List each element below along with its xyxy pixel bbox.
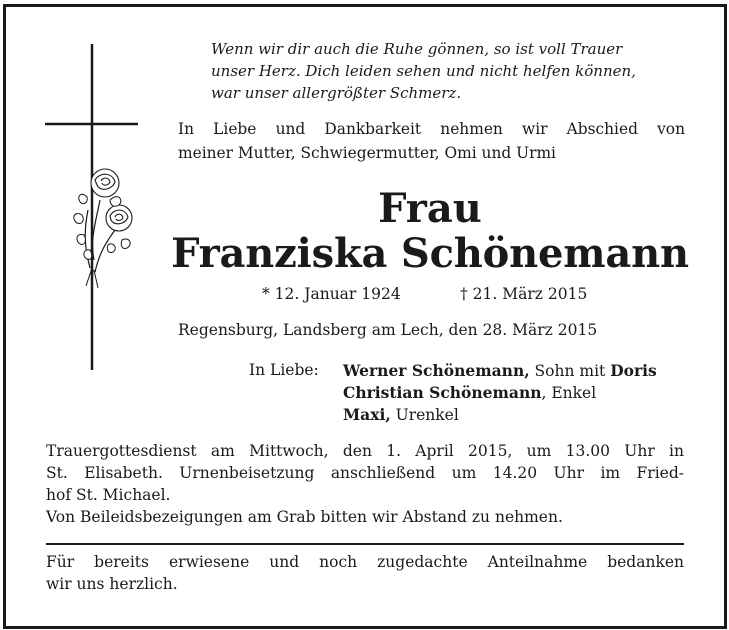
verse-line: war unser allergrößter Schmerz.	[211, 84, 462, 102]
deceased-name: Franziska Schönemann	[171, 230, 689, 277]
thanks-line: Für bereits erwiesene und noch zugedachte Anteilnahme bedanken	[46, 553, 684, 571]
service-line: St. Elisabeth. Urnenbeisetzung anschließend um 14.20 Uhr im Fried-	[46, 464, 684, 482]
cross-with-roses-icon	[40, 40, 150, 375]
deceased-name-block	[170, 186, 690, 276]
thanks-line: wir uns herzlich.	[46, 575, 178, 593]
verse-line: unser Herz. Dich leiden sehen und nicht helfen können,	[211, 62, 636, 80]
service-line: Von Beileidsbezeigungen am Grab bitten wir Abstand zu nehmen.	[46, 508, 563, 526]
intro-line: meiner Mutter, Schwiegermutter, Omi und Urmi	[178, 144, 556, 162]
service-information	[46, 440, 684, 528]
mourner-name: Maxi,	[343, 405, 391, 424]
intro-line: In Liebe und Dankbarkeit nehmen wir Abschied von	[178, 120, 685, 138]
rose-middle	[106, 205, 132, 231]
deceased-salutation: Frau	[378, 185, 482, 232]
mourner-relation: Urenkel	[390, 406, 459, 424]
mourners-list	[343, 360, 657, 426]
birth-date: * 12. Januar 1924	[262, 285, 401, 303]
mourner-name: Werner Schönemann,	[343, 361, 530, 380]
divider	[46, 543, 684, 545]
service-line: hof St. Michael.	[46, 486, 171, 504]
mourner-line	[343, 360, 657, 382]
mourner-relation: Sohn mit	[529, 362, 611, 380]
mourners-label: In Liebe:	[249, 361, 319, 379]
mourner-name: Doris	[610, 361, 657, 380]
memorial-verse	[211, 38, 691, 104]
farewell-intro	[178, 117, 685, 165]
thanks-note	[46, 551, 684, 595]
mourner-relation: , Enkel	[541, 384, 597, 402]
mourner-line	[343, 382, 657, 404]
mourner-name: Christian Schönemann	[343, 383, 542, 402]
place-and-date: Regensburg, Landsberg am Lech, den 28. März 2015	[178, 321, 598, 339]
verse-line: Wenn wir dir auch die Ruhe gönnen, so ist voll Trauer	[211, 40, 623, 58]
mourner-line	[343, 404, 657, 426]
death-date: † 21. März 2015	[460, 285, 588, 303]
service-line: Trauergottesdienst am Mittwoch, den 1. April 2015, um 13.00 Uhr in	[46, 442, 684, 460]
rose-top	[91, 169, 119, 197]
